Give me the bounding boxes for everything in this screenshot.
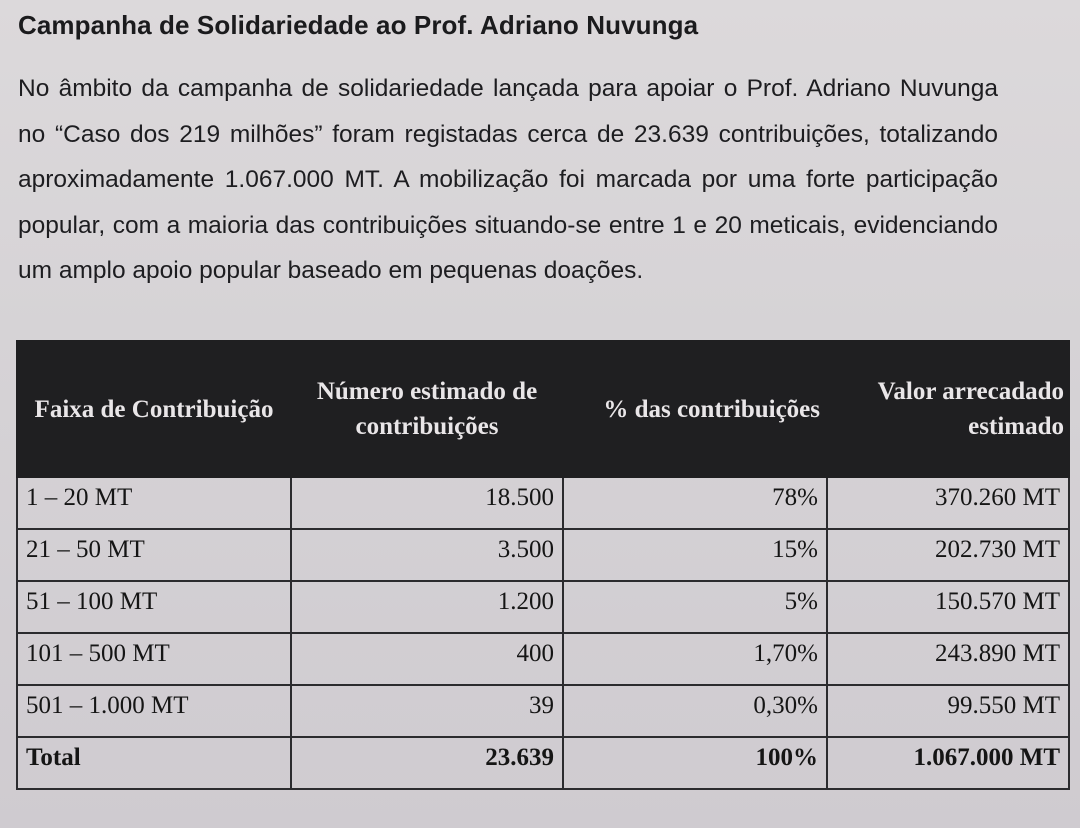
cell-count: 3.500 (291, 529, 563, 581)
table-header-row (17, 341, 1069, 477)
total-percent: 100% (563, 737, 827, 789)
cell-count: 400 (291, 633, 563, 685)
cell-value: 202.730 MT (827, 529, 1069, 581)
table-row (17, 685, 1069, 737)
total-count: 23.639 (291, 737, 563, 789)
table-row (17, 477, 1069, 529)
cell-range: 51 – 100 MT (17, 581, 291, 633)
cell-count: 18.500 (291, 477, 563, 529)
total-label: Total (17, 737, 291, 789)
cell-range: 101 – 500 MT (17, 633, 291, 685)
cell-range: 21 – 50 MT (17, 529, 291, 581)
cell-count: 1.200 (291, 581, 563, 633)
document-title: Campanha de Solidariedade ao Prof. Adriano Nuvunga (18, 10, 699, 40)
header-value: Valor arrecadado estimado (827, 341, 1069, 477)
cell-range: 1 – 20 MT (17, 477, 291, 529)
cell-percent: 5% (563, 581, 827, 633)
header-percent: % das contribuições (563, 341, 827, 477)
cell-value: 99.550 MT (827, 685, 1069, 737)
contributions-table (16, 340, 1070, 790)
header-count: Número estimado de contribuições (291, 341, 563, 477)
table-total-row (17, 737, 1069, 789)
contributions-table-wrapper (16, 340, 1080, 828)
table-row (17, 633, 1069, 685)
document-paragraph: No âmbito da campanha de solidariedade lançada para apoiar o Prof. Adriano Nuvunga no “Caso dos 219 milhões” foram registadas cerca de 23.639 contribuições, totalizando aproximadamente 1.067.000 MT. A mobilização foi marcada por uma forte participação popular, com a maioria das contribuições situando-se entre 1 e 20 meticais, evidenciando um amplo apoio popular baseado em pequenas doações. (18, 75, 998, 284)
cell-value: 150.570 MT (827, 581, 1069, 633)
cell-percent: 0,30% (563, 685, 827, 737)
cell-value: 370.260 MT (827, 477, 1069, 529)
header-range: Faixa de Contribuição (17, 341, 291, 477)
table-row (17, 529, 1069, 581)
cell-percent: 1,70% (563, 633, 827, 685)
total-value: 1.067.000 MT (827, 737, 1069, 789)
cell-count: 39 (291, 685, 563, 737)
table-row (17, 581, 1069, 633)
cell-percent: 15% (563, 529, 827, 581)
cell-range: 501 – 1.000 MT (17, 685, 291, 737)
cell-value: 243.890 MT (827, 633, 1069, 685)
cell-percent: 78% (563, 477, 827, 529)
